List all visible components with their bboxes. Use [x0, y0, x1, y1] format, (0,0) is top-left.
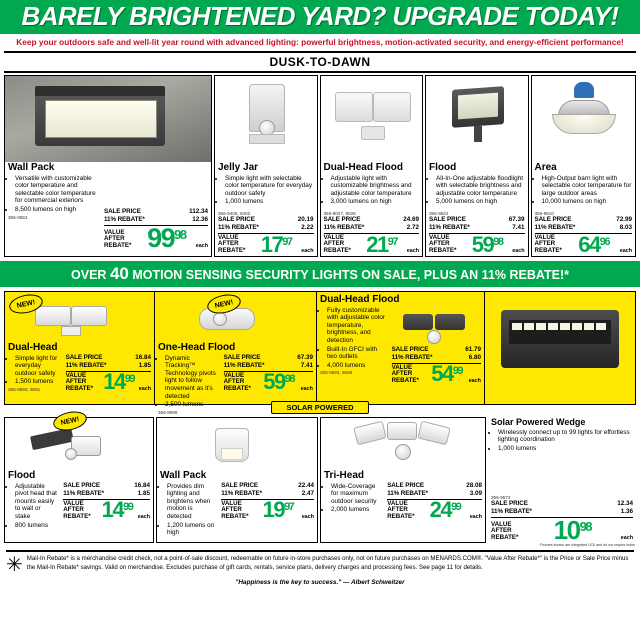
sale-price-value: 24.69	[403, 216, 419, 224]
each-label: each	[406, 248, 419, 255]
final-price-dollars: 14	[103, 369, 125, 395]
bullet: • 1,000 lumens	[498, 445, 633, 453]
sale-price-label: SALE PRICE	[65, 353, 103, 361]
product-image-area	[532, 76, 636, 162]
bullet: • Dynamic Tracking™ Technology pivots light to follow movement as it's detected	[165, 355, 218, 400]
each-label: each	[619, 248, 632, 255]
rebate-value: 8.03	[619, 223, 632, 231]
rebate-value: 7.41	[300, 361, 313, 369]
sale-price-label: SALE PRICE	[391, 345, 429, 353]
banner-number: 40	[109, 264, 129, 284]
rebate-label: 11% REBATE*	[63, 489, 104, 497]
bullet: • 10,000 lumens on high	[542, 198, 633, 206]
product-card-dual-head[interactable]	[5, 292, 155, 404]
sale-price-value: 61.79	[465, 345, 481, 353]
price-block	[218, 482, 317, 538]
banner-pre: OVER	[71, 268, 107, 283]
bullet: • Simple light with selectable color temperature for everyday outdoor safety	[225, 175, 314, 198]
product-image-flood	[426, 76, 528, 162]
product-card-solar-flood[interactable]	[4, 417, 154, 543]
rebate-value: 1.85	[137, 489, 150, 497]
product-sku: 356-8510	[534, 211, 554, 217]
product-card-solar-wall-pack[interactable]	[156, 417, 318, 543]
final-price-cents: 99	[451, 501, 461, 514]
sale-price-value: 67.39	[297, 353, 313, 361]
final-price-cents: 98	[284, 373, 294, 386]
sale-price-value: 22.44	[298, 481, 314, 489]
bullet: • Provides dim lighting and brightens when motion is detected	[167, 483, 215, 521]
value-after-rebate-label: VALUE AFTER REBATE*	[218, 233, 246, 254]
final-price-cents: 97	[284, 501, 294, 514]
rebate-label: 11% REBATE*	[218, 223, 259, 231]
bullet: • 8,500 lumens on high	[15, 206, 98, 214]
new-badge: NEW!	[52, 409, 89, 434]
sale-price-value: 12.34	[617, 500, 633, 508]
final-price-dollars: 14	[101, 497, 124, 523]
product-sku: 356-9593, 9598	[320, 370, 353, 376]
final-price-cents: 96	[599, 235, 609, 248]
sale-price-label: SALE PRICE	[104, 207, 141, 215]
product-name: Tri-Head	[324, 470, 365, 482]
price-block	[60, 482, 153, 530]
new-badge: NEW!	[8, 292, 45, 317]
price-block	[532, 216, 636, 256]
bullet: • Wide-Coverage for maximum outdoor security	[331, 483, 381, 506]
rebate-value: 2.72	[406, 223, 419, 231]
product-name: Dual-Head Flood	[323, 162, 403, 174]
product-card-flood[interactable]	[425, 75, 529, 257]
sale-price-value: 16.84	[134, 481, 150, 489]
bullet: • 3,000 lumens on high	[331, 198, 420, 206]
final-price-cents: 98	[579, 519, 592, 535]
final-price-cents: 97	[387, 235, 397, 248]
sale-price-label: SALE PRICE	[534, 216, 572, 224]
bullet: • Versatile with customizable color temperature and selectable color temperature for commercial exteriors	[15, 175, 98, 205]
product-image-dual-head-flood-gfci	[389, 306, 484, 346]
final-price	[260, 231, 292, 257]
rebate-value: 12.36	[192, 215, 208, 223]
product-card-one-head-flood[interactable]	[155, 292, 317, 415]
footer-quote: "Happiness is the key to success." — Albert Schweitzer	[235, 579, 405, 587]
final-price-cents: 97	[282, 235, 292, 248]
bullet: • 1,500 lumens	[15, 378, 60, 386]
product-sku: 356-9690, 9691	[8, 386, 41, 392]
product-bullets	[317, 306, 389, 369]
final-price	[431, 361, 462, 387]
product-bullets	[157, 482, 218, 537]
product-bullets	[488, 428, 636, 496]
dusk-to-dawn-row	[0, 75, 640, 257]
final-price	[553, 515, 592, 546]
bullet: • 1,000 lumens	[225, 198, 314, 206]
final-price	[366, 231, 397, 257]
each-label: each	[301, 248, 314, 255]
rebate-label: 11% REBATE*	[534, 223, 576, 231]
legal-text: Mail-In Rebate* is a merchandise credit check, not a point-of-sale discount, redeemable on future in-store purchases only, not on future purchases on MENARDS.COM®. "Value After Rebate*" is the Price or Sale Price minus the Mail-In Rebate* savings. Valid on merchandise. Excludes purchase of gift cards, rentals, service plans, delivery charges and processing fees. See page 11 for details.	[26, 555, 629, 571]
product-sku: 356-9522	[429, 211, 449, 217]
product-bullets	[321, 482, 384, 514]
value-after-rebate-label: VALUE AFTER REBATE*	[429, 233, 457, 254]
final-price	[578, 231, 609, 257]
product-card-wall-pack[interactable]	[4, 75, 212, 257]
bullet: • Fully customizable with adjustable color temperature, brightness, and detection	[327, 307, 386, 345]
sale-price-label: SALE PRICE	[323, 216, 361, 224]
product-card-tri-head[interactable]	[320, 417, 486, 543]
sale-price-label: SALE PRICE	[221, 481, 258, 489]
product-image-jelly-jar	[215, 76, 317, 162]
sale-price-label: SALE PRICE	[491, 500, 528, 508]
star-icon: ✳	[6, 554, 23, 577]
price-block	[426, 216, 528, 256]
product-bullets	[5, 482, 60, 529]
each-label: each	[137, 514, 150, 521]
solar-powered-label: SOLAR POWERED	[271, 401, 368, 414]
bullet: • 2,500 lumens	[165, 401, 218, 409]
product-bullets	[321, 174, 423, 211]
price-block	[384, 482, 485, 522]
each-label: each	[512, 248, 525, 255]
new-badge: NEW!	[206, 292, 243, 317]
bullet: • 2,000 lumens	[331, 506, 381, 514]
final-price-dollars: 64	[578, 231, 600, 257]
bullet: • 800 lumens	[15, 522, 57, 530]
value-after-rebate-label: VALUE AFTER REBATE*	[323, 233, 351, 254]
value-after-rebate-label: VALUE AFTER REBATE*	[391, 363, 419, 384]
final-price	[471, 231, 503, 257]
product-image-solar-wall-pack	[157, 418, 317, 470]
final-price-dollars: 99	[147, 222, 175, 253]
final-price-dollars: 19	[262, 497, 285, 523]
value-after-rebate-label: VALUE AFTER REBATE*	[387, 499, 415, 520]
page-title: BARELY BRIGHTENED YARD? UPGRADE TODAY!	[21, 1, 619, 31]
rebate-label: 11% REBATE*	[104, 215, 145, 223]
value-after-rebate-label: VALUE AFTER REBATE*	[221, 499, 249, 520]
product-sku: 356-9027, 9028	[323, 211, 356, 217]
product-name: One-Head Flood	[158, 342, 236, 354]
final-price-cents: 99	[123, 501, 133, 514]
product-bullets	[5, 354, 63, 386]
rebate-value: 7.41	[512, 223, 525, 231]
banner-post: MOTION SENSING SECURITY LIGHTS ON SALE, PLUS AN 11% REBATE!*	[132, 268, 569, 283]
bullet: • Built-In GFCI with two outlets	[327, 346, 386, 361]
product-name: Jelly Jar	[218, 162, 259, 174]
rebate-label: 11% REBATE*	[65, 361, 107, 369]
sale-price-value: 16.84	[135, 353, 151, 361]
rebate-label: 11% REBATE*	[491, 508, 532, 516]
product-image-tri-head	[321, 418, 485, 470]
sale-price-value: 112.34	[189, 207, 208, 215]
value-after-rebate-label: VALUE AFTER REBATE*	[65, 371, 93, 392]
final-price-dollars: 21	[366, 231, 388, 257]
bullet: • 4,000 lumens	[327, 362, 386, 370]
sale-price-value: 28.08	[466, 481, 482, 489]
product-bullets	[532, 174, 636, 211]
rebate-label: 11% REBATE*	[391, 353, 433, 361]
final-price-dollars: 24	[429, 497, 452, 523]
product-image-wall-pack	[5, 76, 211, 162]
value-after-rebate-label: VALUE AFTER REBATE*	[223, 371, 251, 392]
product-card-dual-head-flood-gfci[interactable]	[317, 292, 485, 404]
bullet: • High-Output barn light with selectable color temperature for large outdoor areas	[542, 175, 633, 198]
product-card-dual-head-flood[interactable]	[320, 75, 424, 257]
sale-price-label: SALE PRICE	[429, 216, 466, 224]
price-block	[321, 216, 423, 256]
product-name: Dual-Head	[8, 342, 58, 354]
bullet: • 5,000 lumens on high	[436, 198, 525, 206]
sale-price-value: 67.39	[508, 216, 525, 224]
product-bullets	[5, 174, 101, 214]
final-price	[103, 369, 135, 395]
sale-price-label: SALE PRICE	[63, 481, 101, 489]
final-price-cents: 99	[452, 365, 462, 378]
product-name: Flood	[8, 470, 36, 482]
sale-price-value: 20.19	[297, 216, 314, 224]
rebate-label: 11% REBATE*	[223, 361, 265, 369]
rebate-value: 6.80	[468, 353, 481, 361]
header-banner	[0, 0, 640, 34]
bullet: • Adjustable pivot head that mounts easily to wall or stake	[15, 483, 57, 521]
sale-price-value: 72.99	[616, 216, 632, 224]
value-after-rebate-label: VALUE AFTER REBATE*	[491, 520, 519, 541]
final-price-dollars: 17	[260, 231, 283, 257]
product-card-area[interactable]	[531, 75, 637, 257]
each-label: each	[620, 535, 633, 542]
each-label: each	[301, 514, 314, 521]
final-price-dollars: 59	[471, 231, 494, 257]
header-subtitle: Keep your outdoors safe and well-lit year round with advanced lighting: powerful brightness, motion-activated security, and energy-efficient performance!	[16, 37, 624, 48]
product-name: Wall Pack	[8, 162, 55, 174]
rebate-value: 2.47	[301, 489, 314, 497]
product-sku: 356-9553	[8, 214, 28, 220]
value-after-rebate-label: VALUE AFTER REBATE*	[104, 228, 132, 249]
fixtures-note: Fixtures shown are integrated LED and do not require bulbs.	[539, 543, 636, 548]
product-name: Wall Pack	[160, 470, 207, 482]
product-bullets	[426, 174, 528, 211]
final-price-dollars: 54	[431, 361, 453, 387]
price-block	[389, 346, 484, 386]
final-price	[262, 497, 294, 523]
bullet: • Adjustable light with customizable brightness and adjustable color temperature	[331, 175, 420, 198]
final-price-dollars: 10	[553, 515, 580, 546]
product-name: Solar Powered Wedge	[491, 417, 586, 428]
final-price	[263, 369, 294, 395]
final-price-cents: 98	[493, 235, 503, 248]
final-price	[147, 222, 186, 253]
rebate-value: 2.22	[301, 223, 314, 231]
rebate-label: 11% REBATE*	[221, 489, 262, 497]
each-label: each	[195, 243, 208, 250]
final-price-cents: 99	[124, 373, 135, 386]
bullet: • 1,200 lumens on high	[167, 522, 215, 537]
bullet: • Wirelessly connect up to 99 lights for effortless lighting coordination	[498, 429, 633, 444]
sale-price-label: SALE PRICE	[387, 481, 424, 489]
motion-sensing-banner	[0, 261, 640, 287]
price-block	[63, 354, 154, 394]
value-after-rebate-label: VALUE AFTER REBATE*	[534, 233, 562, 254]
price-block	[215, 216, 317, 256]
rebate-value: 1.85	[138, 361, 151, 369]
value-after-rebate-label: VALUE AFTER REBATE*	[63, 499, 91, 520]
product-name: Dual-Head Flood	[320, 294, 400, 306]
bullet: • All-In-One adjustable floodlight with selectable brightness and adjustable color temperature	[436, 175, 525, 198]
product-image-dual-head-flood	[321, 76, 423, 162]
footer-legal	[6, 550, 634, 575]
product-sku: 356-8998	[158, 409, 178, 415]
product-card-jelly-jar[interactable]	[214, 75, 318, 257]
each-label: each	[468, 378, 481, 385]
rebate-value: 1.36	[620, 508, 633, 516]
product-sku: 356-9573	[491, 495, 511, 501]
product-name: Area	[534, 162, 557, 174]
rebate-label: 11% REBATE*	[429, 223, 470, 231]
final-price	[101, 497, 133, 523]
product-bullets	[215, 174, 317, 211]
each-label: each	[469, 514, 482, 521]
product-sku: 356-9405, 9402	[218, 211, 251, 217]
price-block	[101, 174, 211, 252]
rebate-label: 11% REBATE*	[387, 489, 428, 497]
rebate-label: 11% REBATE*	[323, 223, 365, 231]
section-dusk-to-dawn: DUSK-TO-DAWN	[4, 51, 636, 73]
final-price	[429, 497, 461, 523]
sale-price-label: SALE PRICE	[223, 353, 261, 361]
product-name: Flood	[429, 162, 457, 174]
bullet: • Simple light for everyday outdoor safety	[15, 355, 60, 378]
each-label: each	[138, 386, 151, 393]
each-label: each	[300, 386, 313, 393]
product-image-solar-wedge	[485, 292, 635, 404]
solar-powered-header	[0, 397, 640, 415]
final-price-dollars: 59	[263, 369, 285, 395]
final-price-cents: 98	[174, 226, 186, 242]
sale-price-label: SALE PRICE	[218, 216, 255, 224]
rebate-value: 3.09	[469, 489, 482, 497]
